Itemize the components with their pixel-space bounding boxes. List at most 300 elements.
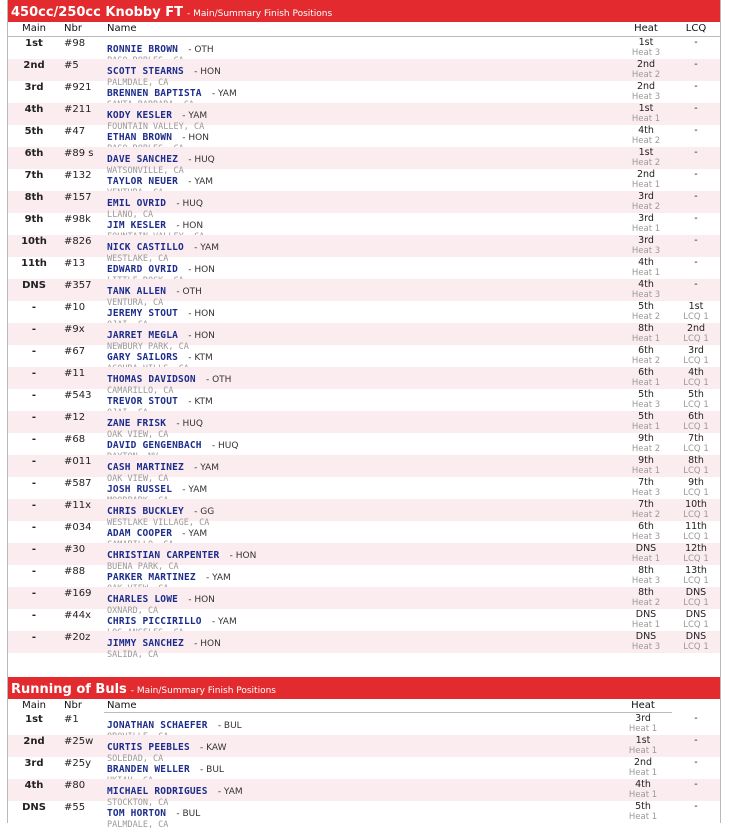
heat-result (620, 213, 672, 235)
table-row (8, 257, 720, 279)
lcq-number: LCQ 1 (683, 620, 709, 630)
lcq-position: 2nd (686, 323, 706, 334)
rider-cell (104, 779, 614, 808)
column-header-row (8, 699, 720, 713)
rider-name-link[interactable]: TOM HORTON (107, 808, 167, 819)
heat-position: 3rd (635, 713, 651, 724)
heat-result (620, 433, 672, 455)
heat-position: 3rd (638, 235, 654, 246)
manufacturer: - YAM (217, 787, 243, 797)
rider-cell (104, 565, 620, 587)
table-row (8, 801, 720, 830)
rider-number: #5 (64, 60, 79, 71)
lcq-position: DNS (685, 587, 707, 598)
rider-cell (104, 499, 620, 528)
section-subtitle: - Main/Summary Finish Positions (187, 9, 333, 19)
lcq-result (672, 125, 720, 147)
manufacturer: - HON (188, 595, 215, 605)
heat-result (620, 499, 672, 521)
main-position: 1st (25, 714, 43, 725)
manufacturer: - KTM (188, 397, 213, 407)
rider-cell (104, 455, 620, 484)
lcq-result (672, 103, 720, 125)
col-main: Main (22, 23, 46, 34)
rider-number: #1 (64, 714, 79, 725)
section-header (8, 0, 720, 22)
rider-name-link[interactable]: CHRISTIAN CARPENTER (107, 550, 220, 561)
heat-position: 2nd (633, 757, 653, 768)
section-subtitle: - Main/Summary Finish Positions (130, 686, 276, 696)
lcq-number: LCQ 1 (683, 532, 709, 542)
rider-name-link[interactable]: JONATHAN SCHAEFER (107, 720, 208, 731)
heat-position: 6th (638, 367, 654, 378)
lcq-position: 7th (688, 433, 704, 444)
rider-cell (104, 587, 620, 616)
main-position: - (31, 566, 37, 577)
rider-name-link[interactable]: TAYLOR NEUER (107, 176, 179, 187)
col-name: Name (104, 699, 614, 713)
lcq-position: - (694, 191, 698, 202)
manufacturer: - BUL (217, 721, 242, 731)
rider-cell (104, 81, 620, 103)
heat-result (620, 257, 672, 279)
heat-result (620, 631, 672, 653)
rider-cell (104, 235, 620, 264)
table-row (8, 433, 720, 455)
heat-position: 5th (638, 389, 654, 400)
rider-name-link[interactable]: JOSH RUSSEL (107, 484, 173, 495)
heat-result (620, 543, 672, 565)
rider-name-link[interactable]: NICK CASTILLO (107, 242, 184, 253)
manufacturer: - YAM (182, 485, 208, 495)
rider-name-link[interactable]: JIMMY SANCHEZ (107, 638, 184, 649)
rider-name-line (107, 37, 620, 56)
table-row (8, 631, 720, 660)
rider-name-link[interactable]: EDWARD OVRID (107, 264, 179, 275)
rider-number: #25w (64, 736, 94, 747)
extra-result (672, 713, 720, 735)
main-position: 11th (21, 258, 47, 269)
heat-position: 2nd (636, 59, 656, 70)
lcq-position: - (694, 147, 698, 158)
lcq-result (672, 323, 720, 345)
column-header-row (8, 22, 720, 37)
heat-result (620, 37, 672, 59)
extra-result (672, 757, 720, 779)
rider-name-line (107, 757, 614, 776)
lcq-result (672, 257, 720, 279)
lcq-result (672, 455, 720, 477)
heat-number: Heat 1 (628, 790, 658, 800)
lcq-result (672, 59, 720, 81)
manufacturer: - YAM (188, 177, 214, 187)
heat-number: Heat 1 (631, 422, 661, 432)
rider-cell (104, 191, 620, 220)
main-position: - (31, 456, 37, 467)
rider-number: #30 (64, 544, 86, 555)
extra-result (672, 779, 720, 801)
rider-cell (104, 543, 620, 572)
manufacturer: - HON (188, 309, 215, 319)
rider-cell (104, 301, 620, 323)
extra-result (672, 801, 720, 823)
main-position: - (31, 346, 37, 357)
heat-number: Heat 2 (631, 598, 661, 608)
lcq-position: 6th (688, 411, 704, 422)
manufacturer: - YAM (182, 529, 208, 539)
heat-result (620, 411, 672, 433)
rider-location: LLANO, CA (107, 210, 154, 220)
heat-position: 8th (638, 565, 654, 576)
main-position: 2nd (23, 60, 45, 71)
rider-cell (104, 213, 620, 235)
lcq-position: 5th (688, 389, 704, 400)
main-position: - (31, 368, 37, 379)
heat-number: Heat 1 (631, 554, 661, 564)
lcq-position: 9th (688, 477, 704, 488)
col-blank (672, 699, 720, 713)
rider-name-link[interactable]: TREVOR STOUT (107, 396, 179, 407)
rider-name-link[interactable]: JIM KESLER (107, 220, 167, 231)
rider-location: WESTLAKE, CA (107, 254, 169, 264)
rider-name-link[interactable]: THOMAS DAVIDSON (107, 374, 196, 385)
heat-position: DNS (635, 631, 657, 642)
rider-cell (104, 169, 620, 191)
heat-result (620, 125, 672, 147)
lcq-result (672, 565, 720, 587)
rider-cell (104, 433, 620, 455)
section-header (8, 677, 720, 699)
heat-result (620, 147, 672, 169)
rider-name-link[interactable]: BRENNEN BAPTISTA (107, 88, 202, 99)
heat-position: 6th (638, 345, 654, 356)
lcq-position: - (694, 169, 698, 180)
lcq-result (672, 411, 720, 433)
rider-number: #011 (64, 456, 92, 467)
rider-name-line (107, 587, 620, 606)
heat-position: DNS (635, 543, 657, 554)
manufacturer: - HON (194, 639, 221, 649)
heat-result (620, 565, 672, 587)
manufacturer: - HUQ (176, 199, 203, 209)
main-position: 4th (24, 780, 44, 791)
rider-name-link[interactable]: CURTIS PEEBLES (107, 742, 190, 753)
heat-result (620, 521, 672, 543)
rider-name-link[interactable]: CHARLES LOWE (107, 594, 179, 605)
heat-number: Heat 1 (631, 466, 661, 476)
rider-location: OXNARD, CA (107, 606, 159, 616)
main-position: 1st (25, 38, 43, 49)
rider-name-line (107, 257, 620, 276)
manufacturer: - YAM (211, 89, 237, 99)
heat-number: Heat 1 (628, 768, 658, 778)
rider-cell (104, 609, 620, 631)
rider-cell (104, 521, 620, 543)
rider-name-link[interactable]: PARKER MARTINEZ (107, 572, 196, 583)
rider-name-line (107, 801, 614, 820)
rider-name-link[interactable]: EMIL OVRID (107, 198, 167, 209)
heat-number: Heat 3 (631, 576, 661, 586)
heat-result (614, 801, 672, 823)
heat-result (620, 279, 672, 301)
heat-position: 4th (638, 125, 654, 136)
heat-result (620, 59, 672, 81)
rider-location: PALMDALE, CA (107, 78, 169, 88)
rider-cell (104, 389, 620, 411)
results-panel-1 (7, 0, 721, 660)
lcq-position: 13th (685, 565, 707, 576)
table-row (8, 125, 720, 147)
manufacturer: - KTM (188, 353, 213, 363)
extra-value: - (694, 713, 698, 724)
heat-number: Heat 1 (631, 180, 661, 190)
lcq-result (672, 433, 720, 455)
heat-number: Heat 1 (631, 378, 661, 388)
heat-number: Heat 2 (631, 70, 661, 80)
manufacturer: - HON (229, 551, 257, 561)
heat-position: 1st (638, 37, 654, 48)
rider-number: #44x (64, 610, 92, 621)
heat-position: 5th (638, 411, 654, 422)
rider-number: #20z (64, 632, 91, 643)
heat-number: Heat 2 (631, 158, 661, 168)
rider-name-link[interactable]: SCOTT STEARNS (107, 66, 184, 77)
lcq-result (672, 213, 720, 235)
table-row (8, 169, 720, 191)
heat-number: Heat 3 (631, 48, 661, 58)
rider-name-link[interactable]: ETHAN BROWN (107, 132, 173, 143)
heat-position: 5th (635, 801, 651, 812)
rider-number: #98 (64, 38, 86, 49)
heat-number: Heat 1 (631, 224, 661, 234)
lcq-number: LCQ 1 (683, 356, 709, 366)
manufacturer: - YAM (211, 617, 237, 627)
lcq-result (672, 169, 720, 191)
rider-name-line (107, 499, 620, 518)
manufacturer: - BUL (200, 765, 224, 775)
heat-position: 9th (638, 433, 654, 444)
heat-position: 4th (635, 779, 651, 790)
rider-location: OAK VIEW, CA (107, 430, 169, 440)
lcq-number: LCQ 1 (683, 422, 709, 432)
rider-name-link[interactable]: MICHAEL RODRIGUES (107, 786, 208, 797)
table-row (8, 301, 720, 323)
heat-number: Heat 2 (631, 136, 661, 146)
rider-cell (104, 713, 614, 735)
rider-name-link[interactable]: RONNIE BROWN (107, 44, 179, 55)
lcq-result (672, 345, 720, 367)
lcq-result (672, 367, 720, 389)
rider-cell (104, 477, 620, 499)
lcq-position: 12th (685, 543, 707, 554)
results-table-1 (8, 37, 720, 660)
manufacturer: - GG (194, 507, 215, 517)
heat-position: 1st (638, 103, 654, 114)
section-title: Running of Buls (11, 682, 127, 697)
heat-result (620, 455, 672, 477)
heat-number: Heat 1 (631, 114, 661, 124)
rider-cell (104, 801, 614, 830)
rider-name-line (107, 301, 620, 320)
results-panel-2 (7, 677, 721, 830)
heat-number: Heat 3 (631, 642, 661, 652)
heat-position: 2nd (636, 169, 656, 180)
rider-name-line (107, 565, 620, 584)
rider-cell (104, 37, 620, 59)
rider-location: VENTURA, CA (107, 298, 164, 308)
rider-name-link[interactable]: ADAM COOPER (107, 528, 173, 539)
rider-name-line (107, 279, 620, 298)
lcq-result (672, 477, 720, 499)
rider-number: #132 (64, 170, 92, 181)
manufacturer: - HON (182, 133, 209, 143)
lcq-number: LCQ 1 (683, 642, 709, 652)
heat-number: Heat 3 (631, 400, 661, 410)
rider-cell (104, 103, 620, 132)
col-nbr: Nbr (64, 700, 82, 711)
rider-location: WATSONVILLE, CA (107, 166, 184, 176)
heat-number: Heat 2 (631, 312, 661, 322)
rider-cell (104, 735, 614, 764)
heat-result (620, 477, 672, 499)
rider-name-line (107, 323, 620, 342)
heat-result (620, 191, 672, 213)
lcq-result (672, 37, 720, 59)
manufacturer: - KAW (200, 743, 227, 753)
rider-number: #25y (64, 758, 92, 769)
rider-location: STOCKTON, CA (107, 798, 169, 808)
heat-position: 4th (638, 257, 654, 268)
extra-value: - (694, 735, 698, 746)
main-position: - (31, 390, 37, 401)
lcq-number: LCQ 1 (683, 312, 709, 322)
rider-name-line (107, 389, 620, 408)
lcq-position: - (694, 279, 698, 290)
lcq-result (672, 521, 720, 543)
main-position: - (31, 302, 37, 313)
lcq-result (672, 81, 720, 103)
heat-result (620, 323, 672, 345)
main-position: 2nd (23, 736, 45, 747)
heat-result (620, 169, 672, 191)
table-row (8, 345, 720, 367)
rider-name-line (107, 169, 620, 188)
rider-name-link[interactable]: CASH MARTINEZ (107, 462, 184, 473)
rider-number: #11x (64, 500, 92, 511)
rider-name-link[interactable]: TANK ALLEN (107, 286, 167, 297)
main-position: 7th (24, 170, 44, 181)
heat-position: 1st (635, 735, 651, 746)
lcq-number: LCQ 1 (683, 400, 709, 410)
main-position: DNS (22, 280, 46, 291)
rider-number: #157 (64, 192, 92, 203)
lcq-position: - (694, 81, 698, 92)
rider-number: #826 (64, 236, 92, 247)
heat-result (620, 609, 672, 631)
main-position: - (31, 434, 37, 445)
rider-cell (104, 367, 620, 396)
heat-number: Heat 1 (628, 724, 658, 734)
rider-name-line (107, 713, 614, 732)
rider-number: #11 (64, 368, 86, 379)
extra-result (672, 735, 720, 757)
rider-name-link[interactable]: GARY SAILORS (107, 352, 179, 363)
rider-name-link[interactable]: DAVE SANCHEZ (107, 154, 179, 165)
lcq-position: 8th (688, 455, 704, 466)
rider-number: #88 (64, 566, 86, 577)
heat-result (620, 587, 672, 609)
rider-location: OAK VIEW, CA (107, 474, 169, 484)
col-name: Name (107, 23, 137, 34)
heat-position: 8th (638, 587, 654, 598)
heat-number: Heat 1 (631, 620, 661, 630)
heat-position: 1st (638, 147, 654, 158)
lcq-result (672, 499, 720, 521)
rider-name-link[interactable]: JEREMY STOUT (107, 308, 179, 319)
rider-name-link[interactable]: BRANDEN WELLER (107, 764, 190, 775)
heat-result (620, 103, 672, 125)
heat-number: Heat 3 (631, 246, 661, 256)
rider-number: #89 s (64, 148, 94, 159)
rider-number: #80 (64, 780, 86, 791)
heat-result (620, 81, 672, 103)
table-row (8, 477, 720, 499)
table-row (8, 213, 720, 235)
heat-position: 3rd (638, 213, 654, 224)
heat-position: 9th (638, 455, 654, 466)
lcq-result (672, 235, 720, 257)
rider-number: #587 (64, 478, 92, 489)
rider-location: CAMARILLO, CA (107, 386, 174, 396)
rider-location: PALMDALE, CA (107, 820, 169, 830)
rider-name-line (107, 609, 620, 628)
manufacturer: - HON (188, 331, 215, 341)
heat-number: Heat 3 (631, 92, 661, 102)
main-position: - (31, 500, 37, 511)
lcq-position: 1st (688, 301, 704, 312)
lcq-position: DNS (685, 631, 707, 642)
rider-number: #10 (64, 302, 86, 313)
rider-name-line (107, 735, 614, 754)
lcq-number: LCQ 1 (683, 444, 709, 454)
rider-name-link[interactable]: DAVID GENGENBACH (107, 440, 202, 451)
rider-number: #034 (64, 522, 92, 533)
rider-number: #357 (64, 280, 92, 291)
lcq-result (672, 609, 720, 631)
lcq-position: 10th (685, 499, 707, 510)
main-position: - (31, 478, 37, 489)
rider-name-link[interactable]: CHRIS BUCKLEY (107, 506, 184, 517)
rider-name-line (107, 455, 620, 474)
rider-name-link[interactable]: ZANE FRISK (107, 418, 167, 429)
main-position: DNS (22, 802, 46, 813)
rider-name-link[interactable]: KODY KESLER (107, 110, 173, 121)
main-position: 5th (24, 126, 44, 137)
heat-position: 3rd (638, 191, 654, 202)
col-lcq: LCQ (685, 23, 707, 34)
heat-result (614, 735, 672, 757)
rider-name-line (107, 345, 620, 364)
rider-number: #12 (64, 412, 86, 423)
rider-name-line (107, 411, 620, 430)
rider-number: #47 (64, 126, 86, 137)
rider-name-line (107, 81, 620, 100)
rider-name-link[interactable]: CHRIS PICCIRILLO (107, 616, 202, 627)
rider-location: NEWBURY PARK, CA (107, 342, 189, 352)
heat-position: DNS (635, 609, 657, 620)
manufacturer: - YAM (205, 573, 231, 583)
rider-name-link[interactable]: JARRET MEGLA (107, 330, 179, 341)
